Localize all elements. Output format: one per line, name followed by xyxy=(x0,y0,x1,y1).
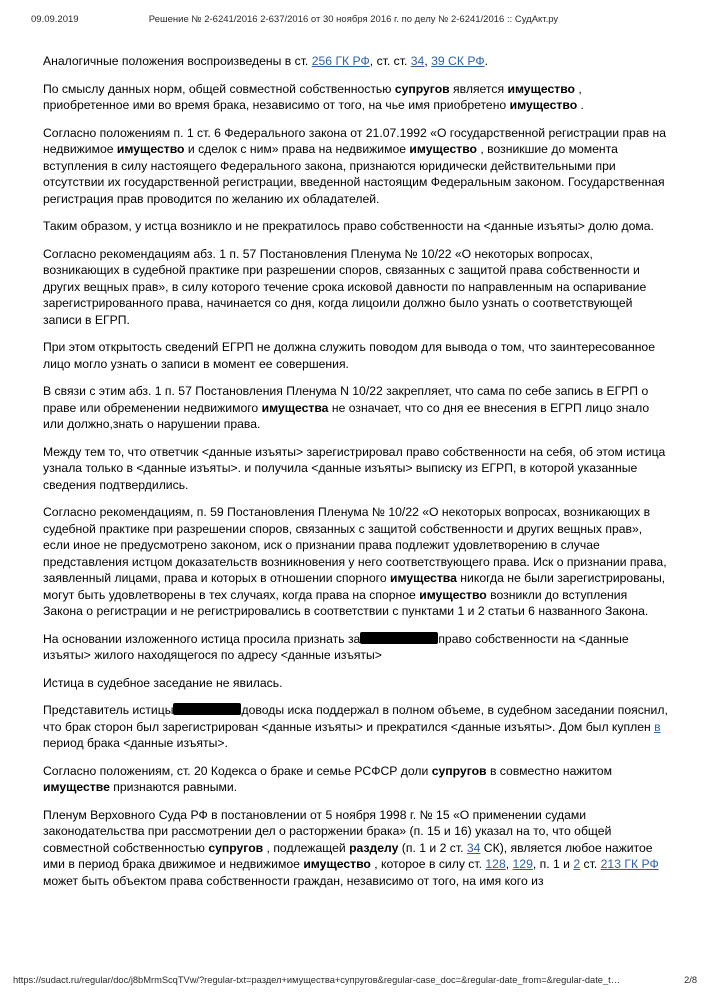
page-number: 2/8 xyxy=(684,975,697,985)
paragraph: Истица в судебное заседание не явилась. xyxy=(43,675,283,690)
emphasis-term: имущество xyxy=(116,142,185,156)
inline-legal-link[interactable]: 39 СК РФ xyxy=(431,54,485,68)
paragraph: При этом открытость сведений ЕГРП не должна служить поводом для вывода о том, что заинтересованное лицо могло узнать о записи в момент ее совершения. xyxy=(43,340,655,371)
document-body xyxy=(43,53,670,900)
emphasis-term: имущества xyxy=(261,400,329,415)
paragraph: Согласно рекомендациям абз. 1 п. 57 Постановления Пленума № 10/22 «О некоторых вопросах, возникающих в судебной практике при разрешении споров, связанных с защитой права собственности и других вещных прав», в силу которого течение срока исковой давности по направленным на оспаривание зарегистрированного права, начинается со дня, когда лицоили должно было узнать о соответствующей записи в ЕГРП. xyxy=(43,246,647,327)
inline-legal-link[interactable]: 256 ГК РФ xyxy=(311,54,370,68)
paragraph: В связи с этим абз. 1 п. 57 Постановления Пленума N 10/22 закрепляет, что сама по себе запись в ЕГРП о праве или обременении недвижимого имущества не означает, что со дня ее внесения в ЕГРП лицо знало или должно,знать о нарушении права. xyxy=(43,384,650,431)
redaction-box xyxy=(360,632,438,644)
inline-legal-link[interactable]: 213 ГК РФ xyxy=(600,857,659,871)
emphasis-term: имуществе xyxy=(43,780,110,794)
paragraph: На основании изложенного истица просила признать за право собственности на <данные изъяты> жилого находящегося по адресу <данные изъяты> xyxy=(43,631,629,662)
inline-legal-link[interactable]: 128 xyxy=(485,857,506,871)
page-title: Решение № 2-6241/2016 2-637/2016 от 30 ноября 2016 г. по делу № 2-6241/2016 :: СудАкт.ру xyxy=(148,14,559,25)
emphasis-term: имущество xyxy=(409,142,477,156)
print-footer xyxy=(13,975,697,985)
paragraph: Между тем то, что ответчик <данные изъяты> зарегистрировал право собственности на себя, об этом истица узнала только в <данные изъяты>. и получила <данные изъяты> выписку из ЕГРП, в которой указанные сведения подтвердились. xyxy=(43,444,666,492)
inline-legal-link[interactable]: 34 xyxy=(410,54,425,68)
paragraph: Согласно положениям, ст. 20 Кодекса о браке и семье РСФСР доли супругов в совместно нажитом имуществе признаются равными. xyxy=(43,763,612,794)
paragraph: Таким образом, у истца возникло и не прекратилось право собственности на <данные изъяты> долю дома. xyxy=(43,219,654,233)
emphasis-term: имущества xyxy=(390,571,457,585)
inline-legal-link[interactable]: 2 xyxy=(573,857,581,871)
paragraph: Аналогичные положения воспроизведены в ст. 256 ГК РФ, ст. ст. 34, 39 СК РФ. xyxy=(43,54,488,68)
emphasis-term: супругов xyxy=(208,840,264,855)
source-url: https://sudact.ru/regular/doc/j8bMrmScqTVw/?regular-txt=раздел+имущества+супругов&regular-case_doc=&regular-date_from=&regular-date_t… xyxy=(13,975,620,985)
paragraph: Пленум Верховного Суда РФ в постановлении от 5 ноября 1998 г. № 15 «О применении судами законодательства при рассмотрении дел о расторжении брака» (п. 15 и 16) указал на то, что общей совместной собственностью супругов , подлежащей разделу (п. 1 и 2 ст. 34 СК), является любое нажитое ими в период брака движимое и недвижимое имущество , которое в силу ст. 128, 129, п. 1 и 2 ст. 213 ГК РФ может быть объектом права собственности граждан, независимо от того, на имя кого из xyxy=(43,807,659,888)
emphasis-term: супругов xyxy=(394,81,450,96)
emphasis-term: имущество xyxy=(507,81,576,96)
emphasis-term: имущество xyxy=(303,857,371,871)
redaction-box xyxy=(173,703,241,715)
inline-legal-link[interactable]: в xyxy=(654,719,661,734)
print-date: 09.09.2019 xyxy=(31,14,79,25)
paragraph: Согласно рекомендациям, п. 59 Постановления Пленума № 10/22 «О некоторых вопросах, возникающих в судебной практике при разрешении споров, связанных с защитой собственности и других вещных прав», если иное не предусмотрено законом, иск о признании права подлежит удовлетворению в случае представления истцом доказательств возникновения у него соответствующего права. Иск о признании права, заявленный лицами, права и которых в отношении спорного имущества никогда не были зарегистрированы, могут быть удовлетворены в тех случаях, когда права на спорное имущество возникли до вступления Закона о регистрации и не регистрировались в соответствии с пунктами 1 и 2 статьи 6 названного Закона. xyxy=(43,505,667,618)
paragraph: Представитель истицы доводы иска поддержал в полном объеме, в судебном заседании пояснил, что брак сторон был зарегистрирован <данные изъяты> и прекратился <данные изъяты>. Дом был куплен в период брака <данные изъяты>. xyxy=(43,703,668,750)
emphasis-term: разделу xyxy=(349,840,399,855)
emphasis-term: имущество xyxy=(509,98,578,112)
emphasis-term: супругов xyxy=(431,763,487,778)
inline-legal-link[interactable]: 129 xyxy=(512,857,533,871)
inline-legal-link[interactable]: 34 xyxy=(466,840,481,855)
print-header xyxy=(0,14,707,28)
paragraph: Согласно положениям п. 1 ст. 6 Федерального закона от 21.07.1992 «О государственной регистрации прав на недвижимое имущество и сделок с ним» права на недвижимое имущество , возникшие до момента вступления в силу настоящего Федерального закона, признаются юридически действительными при отсутствии их государственной регистрации, введенной настоящим Федеральным законом. Государственная регистрация прав проводится по желанию их обладателей. xyxy=(43,125,666,206)
paragraph: По смыслу данных норм, общей совместной собственностью супругов является имущество , приобретенное ими во время брака, независимо от того, на чье имя приобретено имущество . xyxy=(43,81,584,112)
emphasis-term: имущество xyxy=(419,587,487,602)
